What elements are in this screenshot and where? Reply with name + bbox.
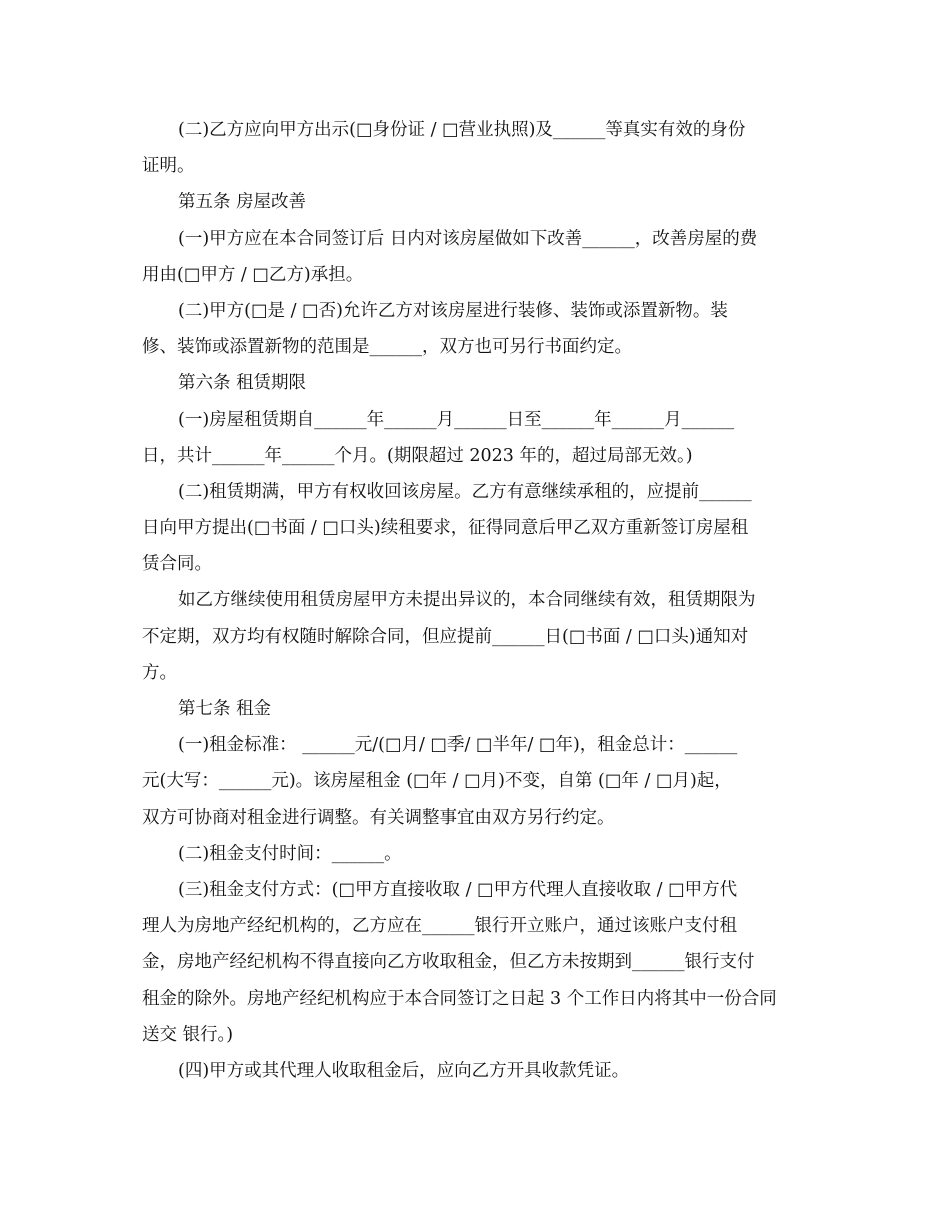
line-20: 双方可协商对租金进行调整。有关调整事宜由双方另行约定。	[142, 807, 615, 828]
line-4: (一)甲方应在本合同签订后 日内对该房屋做如下改善______，改善房屋的费	[178, 228, 758, 249]
line-14: 如乙方继续使用租赁房屋甲方未提出异议的，本合同继续有效，租赁期限为	[178, 590, 756, 611]
line-25: 租金的除外。房地产经纪机构应于本合同签订之日起 3 个工作日内将其中一份合同	[142, 988, 777, 1009]
line-15: 不定期，双方均有权随时解除合同，但应提前______日(□书面 / □口头)通知对	[142, 626, 749, 647]
line-19: 元(大写：______元)。该房屋租金 (□年 / □月)不变，自第 (□年 / □月)起，	[142, 771, 732, 792]
line-10: 日，共计______年______个月。(期限超过 2023 年的，超过局部无效。)	[142, 445, 693, 466]
line-18: (一)租金标准： ______元/(□月/ □季/ □半年/ □年)，租金总计：______	[178, 735, 738, 756]
line-6: (二)甲方(□是 / □否)允许乙方对该房屋进行装修、装饰或添置新物。装	[178, 300, 728, 321]
line-16: 方。	[142, 662, 177, 683]
line-27: (四)甲方或其代理人收取租金后，应向乙方开具收款凭证。	[178, 1060, 630, 1081]
line-23: 理人为房地产经纪机构的，乙方应在______银行开立账户，通过该账户支付租	[142, 916, 737, 937]
section-7-heading: 第七条 租金	[178, 699, 272, 719]
line-22: (三)租金支付方式：(□甲方直接收取 / □甲方代理人直接收取 / □甲方代	[178, 879, 738, 900]
contract-body	[142, 112, 812, 1089]
line-11: (二)租赁期满，甲方有权收回该房屋。乙方有意继续承租的，应提前______	[178, 481, 752, 502]
line-21: (二)租金支付时间：______。	[178, 843, 402, 864]
section-6-heading: 第六条 租赁期限	[178, 373, 307, 394]
line-13: 赁合同。	[142, 554, 212, 575]
line-26: 送交 银行。)	[142, 1024, 234, 1045]
line-2: 证明。	[142, 156, 195, 177]
line-1: (二)乙方应向甲方出示(□身份证 / □营业执照)及______等真实有效的身份	[178, 120, 746, 140]
line-24: 金，房地产经纪机构不得直接向乙方收取租金，但乙方未按期到______银行支付	[142, 952, 755, 973]
line-12: 日向甲方提出(□书面 / □口头)续租要求，征得同意后甲乙双方重新签订房屋租	[142, 518, 749, 539]
line-5: 用由(□甲方 / □乙方)承担。	[142, 264, 364, 285]
line-7: 修、装饰或添置新物的范围是______，双方也可另行书面约定。	[142, 337, 632, 358]
line-9: (一)房屋租赁期自______年______月______日至______年______月______	[178, 409, 735, 430]
section-5-heading: 第五条 房屋改善	[178, 192, 307, 213]
